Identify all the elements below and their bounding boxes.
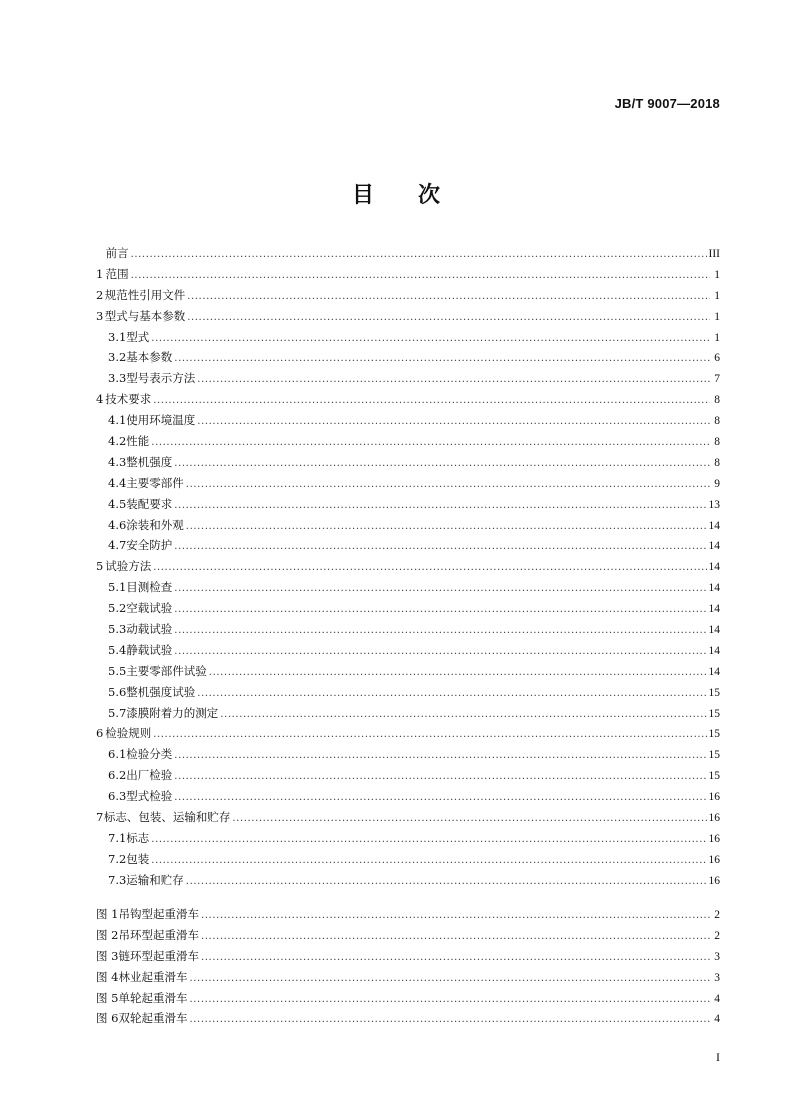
section-number: 3: [96, 308, 104, 323]
section-title: 型式检验: [126, 789, 173, 804]
dot-leader: [131, 243, 707, 264]
figure-entry[interactable]: [96, 1008, 720, 1029]
page-number: 15: [708, 770, 720, 783]
page-number: 15: [708, 728, 720, 741]
dot-leader: [186, 515, 707, 536]
section-title: 主要零部件试验: [126, 663, 207, 678]
figure-number: 图 3: [96, 948, 119, 963]
page-number: 15: [708, 749, 720, 762]
section-title: 出厂检验: [126, 768, 173, 783]
dot-leader: [189, 967, 710, 988]
section-number: 5.3: [108, 622, 127, 637]
section-title: 检验分类: [126, 747, 173, 762]
page-number: 1: [714, 268, 720, 281]
section-title: 型号表示方法: [126, 371, 196, 386]
page-number: 15: [708, 686, 720, 699]
page-number: 4: [714, 992, 720, 1005]
page-folio: I: [716, 1050, 720, 1064]
dot-leader: [174, 640, 706, 661]
page-number: 16: [708, 874, 720, 887]
dot-leader: [187, 285, 710, 306]
section-number: 4.3: [108, 454, 127, 469]
dot-leader: [174, 765, 706, 786]
page-number: 14: [708, 624, 720, 637]
figure-title: 双轮起重滑车: [118, 1011, 188, 1026]
figure-number: 图 4: [96, 969, 119, 984]
section-number: 3.3: [108, 371, 127, 386]
toc-entry[interactable]: [96, 598, 720, 619]
dot-leader: [197, 682, 706, 703]
dot-leader: [174, 535, 706, 556]
section-title: 标志、包装、运输和贮存: [103, 810, 231, 825]
toc-entry[interactable]: [96, 640, 720, 661]
dot-leader: [153, 723, 706, 744]
page-number: 14: [708, 540, 720, 553]
section-number: 4.1: [108, 413, 127, 428]
toc-entry[interactable]: [96, 389, 720, 410]
toc-entry[interactable]: [96, 682, 720, 703]
toc-entry[interactable]: [96, 431, 720, 452]
page-number: 16: [708, 812, 720, 825]
toc-entry[interactable]: [96, 243, 720, 264]
list-of-figures: [96, 904, 720, 1029]
section-number: 6.3: [108, 789, 127, 804]
dot-leader: [197, 410, 710, 431]
toc-entry[interactable]: [96, 556, 720, 577]
page-number: 16: [708, 791, 720, 804]
section-number: 2: [96, 287, 104, 302]
section-number: 3.1: [108, 329, 127, 344]
toc-entry[interactable]: [96, 619, 720, 640]
toc-entry[interactable]: [96, 494, 720, 515]
section-title: 整机强度试验: [126, 684, 196, 699]
figure-title: 链环型起重滑车: [118, 948, 199, 963]
toc-entry[interactable]: [96, 410, 720, 431]
toc-entry[interactable]: [96, 723, 720, 744]
toc-entry[interactable]: [96, 347, 720, 368]
toc-entry[interactable]: [96, 703, 720, 724]
section-title: 技术要求: [105, 392, 152, 407]
dot-leader: [153, 556, 706, 577]
page-number: 16: [708, 832, 720, 845]
section-title: 安全防护: [126, 538, 173, 553]
page-number: 9: [714, 477, 720, 490]
section-number: 7.1: [108, 830, 127, 845]
toc-entry[interactable]: [96, 765, 720, 786]
dot-leader: [174, 786, 706, 807]
dot-leader: [151, 327, 710, 348]
dot-leader: [174, 744, 706, 765]
section-title: 目测检查: [126, 580, 173, 595]
section-number: 4.7: [108, 538, 127, 553]
dot-leader: [186, 473, 710, 494]
page-number: 8: [714, 436, 720, 449]
page-number: 2: [714, 909, 720, 921]
dot-leader: [232, 807, 706, 828]
section-title: 装配要求: [126, 496, 173, 511]
section-number: 5.4: [108, 642, 127, 657]
section-number: 4.6: [108, 517, 127, 532]
toc-entry[interactable]: [96, 744, 720, 765]
section-number: 5.7: [108, 705, 127, 720]
section-title: 静载试验: [126, 642, 173, 657]
section-number: 5.5: [108, 663, 127, 678]
toc-entry[interactable]: [96, 473, 720, 494]
section-title: 涂装和外观: [126, 517, 184, 532]
dot-leader: [153, 389, 710, 410]
dot-leader: [174, 577, 706, 598]
section-title: 前言: [105, 246, 129, 260]
section-title: 基本参数: [126, 350, 173, 365]
page-number: 14: [708, 561, 720, 574]
figure-entry[interactable]: [96, 904, 720, 925]
figure-title: 单轮起重滑车: [118, 990, 188, 1005]
section-title: 包装: [126, 851, 150, 866]
dot-leader: [151, 431, 710, 452]
figure-entry[interactable]: [96, 946, 720, 967]
section-title: 漆膜附着力的测定: [126, 705, 219, 720]
section-number: 4.4: [108, 475, 127, 490]
page-number: 7: [714, 373, 720, 386]
dot-leader: [197, 368, 710, 389]
page-number: 13: [708, 498, 720, 511]
page-number: 1: [714, 331, 720, 344]
dot-leader: [174, 452, 710, 473]
section-title: 整机强度: [126, 454, 173, 469]
section-title: 检验规则: [105, 726, 152, 741]
page-number: 14: [708, 644, 720, 657]
page-title: [0, 178, 792, 209]
figure-number: 图 5: [96, 990, 119, 1005]
dot-leader: [151, 849, 706, 870]
section-number: 7.3: [108, 872, 127, 887]
section-title: 标志: [126, 830, 150, 845]
page-number: 2: [714, 929, 720, 942]
dot-leader: [131, 264, 710, 285]
section-number: 3.2: [108, 350, 127, 365]
dot-leader: [174, 619, 706, 640]
standard-code: JB/T 9007—2018: [614, 96, 720, 111]
section-number: 4.2: [108, 434, 127, 449]
page-number: 1: [714, 310, 720, 323]
table-of-contents: [96, 243, 720, 891]
page-number: 8: [714, 415, 720, 428]
section-title: 型式与基本参数: [104, 308, 186, 323]
title-char-1: 目: [351, 183, 374, 208]
page-number: 3: [714, 950, 720, 963]
page-number: 8: [714, 394, 720, 407]
figure-title: 林业起重滑车: [118, 969, 188, 984]
toc-entry[interactable]: [96, 452, 720, 473]
dot-leader: [187, 306, 710, 327]
page-number: 6: [714, 352, 720, 365]
dot-leader: [201, 925, 710, 946]
section-number: 4.5: [108, 496, 127, 511]
toc-entry[interactable]: [96, 828, 720, 849]
section-number: 5.6: [108, 684, 127, 699]
dot-leader: [189, 1008, 710, 1029]
toc-entry[interactable]: [96, 786, 720, 807]
dot-leader: [174, 598, 706, 619]
section-title: 动载试验: [126, 622, 173, 637]
dot-leader: [209, 661, 707, 682]
dot-leader: [174, 494, 706, 515]
section-title: 空载试验: [126, 601, 173, 616]
dot-leader: [151, 828, 706, 849]
toc-entry[interactable]: [96, 870, 720, 891]
toc-entry[interactable]: [96, 661, 720, 682]
page-number: 1: [714, 289, 720, 302]
section-title: 型式: [126, 329, 150, 344]
dot-leader: [189, 988, 710, 1009]
toc-entry[interactable]: [96, 577, 720, 598]
figure-number: 图 2: [96, 927, 119, 942]
toc-entry[interactable]: [96, 515, 720, 536]
figure-title: 吊钩型起重滑车: [118, 907, 199, 921]
section-number: 1: [96, 266, 104, 281]
page-number: 14: [708, 603, 720, 616]
page-number: 14: [708, 582, 720, 595]
dot-leader: [220, 703, 706, 724]
toc-entry[interactable]: [96, 368, 720, 389]
page-number: 16: [708, 853, 720, 866]
page-number: 14: [708, 665, 720, 678]
dot-leader: [186, 870, 707, 891]
figure-entry[interactable]: [96, 925, 720, 946]
figure-title: 吊环型起重滑车: [118, 927, 199, 942]
page-number: 8: [714, 456, 720, 469]
section-number: 5: [96, 559, 104, 574]
section-title: 主要零部件: [126, 475, 184, 490]
toc-entry[interactable]: [96, 285, 720, 306]
toc-entry[interactable]: [96, 849, 720, 870]
section-title: 性能: [126, 434, 150, 449]
section-number: 4: [96, 392, 104, 407]
page-number: 3: [714, 971, 720, 984]
figure-number: 图 1: [96, 907, 119, 921]
toc-entry[interactable]: [96, 807, 720, 828]
section-title: 使用环境温度: [126, 413, 196, 428]
dot-leader: [201, 946, 710, 967]
section-title: 范围: [105, 266, 129, 281]
section-number: 6.2: [108, 768, 127, 783]
title-char-2: 次: [418, 183, 441, 208]
figure-number: 图 6: [96, 1011, 119, 1026]
figure-entry[interactable]: [96, 988, 720, 1009]
toc-entry[interactable]: [96, 306, 720, 327]
section-number: 5.2: [108, 601, 127, 616]
section-number: 5.1: [108, 580, 127, 595]
page-number: 14: [708, 519, 720, 532]
page-number: 15: [708, 707, 720, 720]
toc-entry[interactable]: [96, 535, 720, 556]
section-number: 6: [96, 726, 104, 741]
section-number: 7.2: [108, 851, 127, 866]
dot-leader: [174, 347, 710, 368]
dot-leader: [201, 904, 710, 925]
section-number: 6.1: [108, 747, 127, 762]
section-title: 规范性引用文件: [104, 287, 186, 302]
section-title: 运输和贮存: [126, 872, 184, 887]
section-number: 7: [96, 810, 104, 825]
toc-entry[interactable]: [96, 264, 720, 285]
page-number: 4: [714, 1013, 720, 1026]
toc-entry[interactable]: [96, 327, 720, 348]
page-number: III: [708, 248, 720, 260]
figure-entry[interactable]: [96, 967, 720, 988]
section-title: 试验方法: [105, 559, 152, 574]
